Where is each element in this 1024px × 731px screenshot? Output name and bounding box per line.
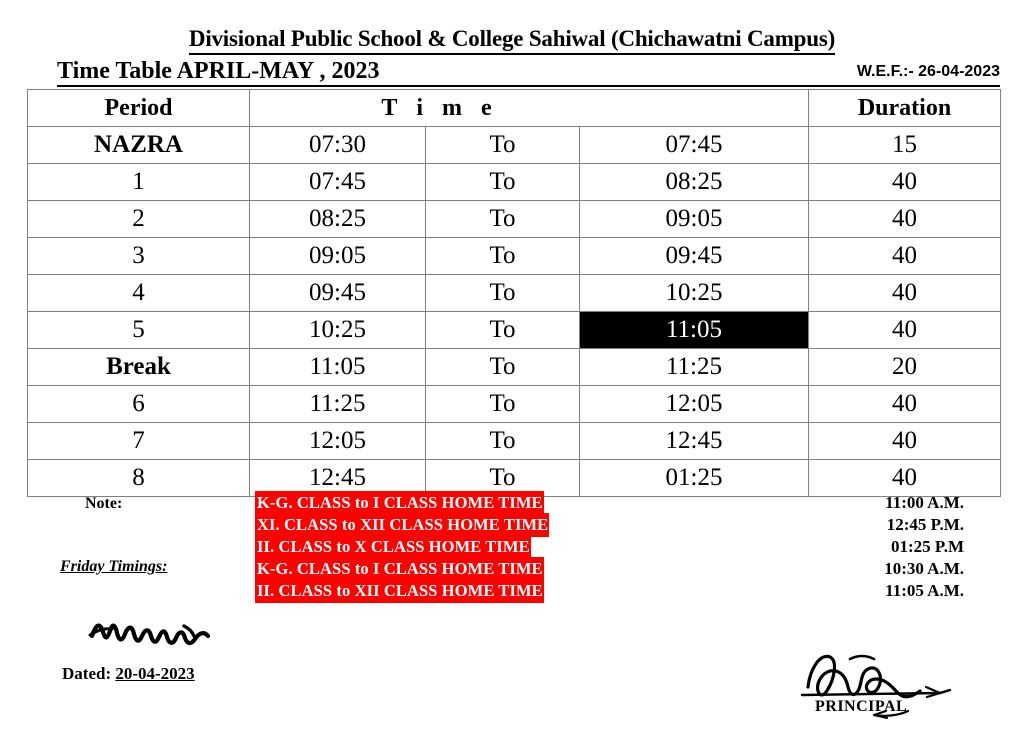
cell-start-time[interactable]: 11:25 [250, 386, 426, 423]
wef-label: W.E.F.:- 26-04-2023 [856, 63, 1000, 80]
table-header-row [28, 90, 1001, 127]
column-header-time [250, 90, 809, 127]
column-header-period: Period [28, 90, 250, 127]
cell-period[interactable]: 3 [28, 238, 250, 275]
cell-end-time[interactable]: 12:05 [580, 386, 809, 423]
cell-period[interactable]: 7 [28, 423, 250, 460]
friday-timings-label: Friday Timings: [60, 558, 168, 575]
note-label: Note: [85, 495, 123, 512]
cell-period[interactable]: 4 [28, 275, 250, 312]
table-row [28, 349, 1001, 386]
time-header-letter: m [442, 94, 463, 121]
dated-label: Dated: [62, 664, 112, 683]
cell-to[interactable]: To [426, 460, 580, 497]
signature-mark [88, 612, 248, 654]
cell-to[interactable]: To [426, 275, 580, 312]
cell-to[interactable]: To [426, 386, 580, 423]
note-line [255, 514, 675, 536]
cell-start-time[interactable]: 07:45 [250, 164, 426, 201]
cell-start-time[interactable]: 11:05 [250, 349, 426, 386]
cell-duration[interactable]: 40 [809, 275, 1001, 312]
note-times-list [764, 492, 964, 602]
cell-duration[interactable]: 40 [809, 423, 1001, 460]
note-time-value: 11:05 A.M. [885, 581, 964, 600]
cell-period[interactable]: 2 [28, 201, 250, 238]
cell-period[interactable]: NAZRA [28, 127, 250, 164]
timetable-subtitle: Time Table APRIL-MAY , 2023 [57, 58, 380, 84]
cell-end-time[interactable]: 11:05 [580, 312, 809, 349]
cell-period[interactable]: 5 [28, 312, 250, 349]
principal-label: PRINCIPAL [815, 698, 908, 715]
table-row [28, 164, 1001, 201]
cell-start-time[interactable]: 09:05 [250, 238, 426, 275]
document-title-block [0, 26, 1024, 55]
note-line-text: XI. CLASS to XII CLASS HOME TIME [255, 513, 549, 537]
cell-period[interactable]: 1 [28, 164, 250, 201]
cell-duration[interactable]: 15 [809, 127, 1001, 164]
cell-to[interactable]: To [426, 238, 580, 275]
note-line-text: K-G. CLASS to I CLASS HOME TIME [255, 557, 544, 581]
cell-to[interactable]: To [426, 164, 580, 201]
cell-to[interactable]: To [426, 201, 580, 238]
table-row [28, 201, 1001, 238]
subtitle-row [27, 58, 1000, 88]
page-title: Divisional Public School & College Sahiwal (Chichawatni Campus) [189, 26, 835, 55]
notes-area [27, 492, 1000, 607]
cell-duration[interactable]: 40 [809, 164, 1001, 201]
cell-end-time[interactable]: 09:45 [580, 238, 809, 275]
cell-start-time[interactable]: 12:45 [250, 460, 426, 497]
note-time-value: 01:25 P.M [890, 537, 964, 556]
note-line [255, 536, 675, 558]
cell-duration[interactable]: 40 [809, 312, 1001, 349]
note-time-value: 12:45 P.M. [886, 515, 964, 534]
note-line [255, 558, 675, 580]
note-time-value: 11:00 A.M. [885, 493, 964, 512]
note-line-text: K-G. CLASS to I CLASS HOME TIME [255, 491, 544, 515]
cell-end-time[interactable]: 08:25 [580, 164, 809, 201]
timetable [27, 89, 1001, 497]
cell-duration[interactable]: 40 [809, 238, 1001, 275]
table-row [28, 275, 1001, 312]
cell-end-time[interactable]: 09:05 [580, 201, 809, 238]
cell-duration[interactable]: 40 [809, 460, 1001, 497]
cell-duration[interactable]: 20 [809, 349, 1001, 386]
dated-value: 20-04-2023 [115, 664, 195, 683]
note-time-value: 10:30 A.M. [884, 559, 964, 578]
note-lines-list [255, 492, 675, 602]
cell-start-time[interactable]: 12:05 [250, 423, 426, 460]
table-row [28, 312, 1001, 349]
time-header-letter: e [481, 94, 492, 121]
note-line [255, 492, 675, 514]
cell-to[interactable]: To [426, 423, 580, 460]
cell-period[interactable]: 6 [28, 386, 250, 423]
cell-end-time[interactable]: 12:45 [580, 423, 809, 460]
cell-end-time[interactable]: 10:25 [580, 275, 809, 312]
note-line-text: II. CLASS to XII CLASS HOME TIME [255, 579, 544, 603]
subtitle-underline [57, 85, 1000, 87]
cell-start-time[interactable]: 07:30 [250, 127, 426, 164]
cell-duration[interactable]: 40 [809, 386, 1001, 423]
cell-period[interactable]: Break [28, 349, 250, 386]
cell-to[interactable]: To [426, 312, 580, 349]
cell-to[interactable]: To [426, 127, 580, 164]
time-header-letter: T [381, 94, 398, 121]
cell-end-time[interactable]: 01:25 [580, 460, 809, 497]
table-row [28, 127, 1001, 164]
cell-duration[interactable]: 40 [809, 201, 1001, 238]
cell-end-time[interactable]: 07:45 [580, 127, 809, 164]
cell-start-time[interactable]: 09:45 [250, 275, 426, 312]
table-row [28, 238, 1001, 275]
cell-start-time[interactable]: 08:25 [250, 201, 426, 238]
table-row [28, 386, 1001, 423]
cell-end-time[interactable]: 11:25 [580, 349, 809, 386]
cell-period[interactable]: 8 [28, 460, 250, 497]
time-header-letter: i [416, 94, 424, 121]
cell-to[interactable]: To [426, 349, 580, 386]
cell-start-time[interactable]: 10:25 [250, 312, 426, 349]
dated-line [62, 664, 195, 684]
column-header-duration: Duration [809, 90, 1001, 127]
table-row [28, 423, 1001, 460]
note-line-text: II. CLASS to X CLASS HOME TIME [255, 535, 531, 559]
note-line [255, 580, 675, 602]
